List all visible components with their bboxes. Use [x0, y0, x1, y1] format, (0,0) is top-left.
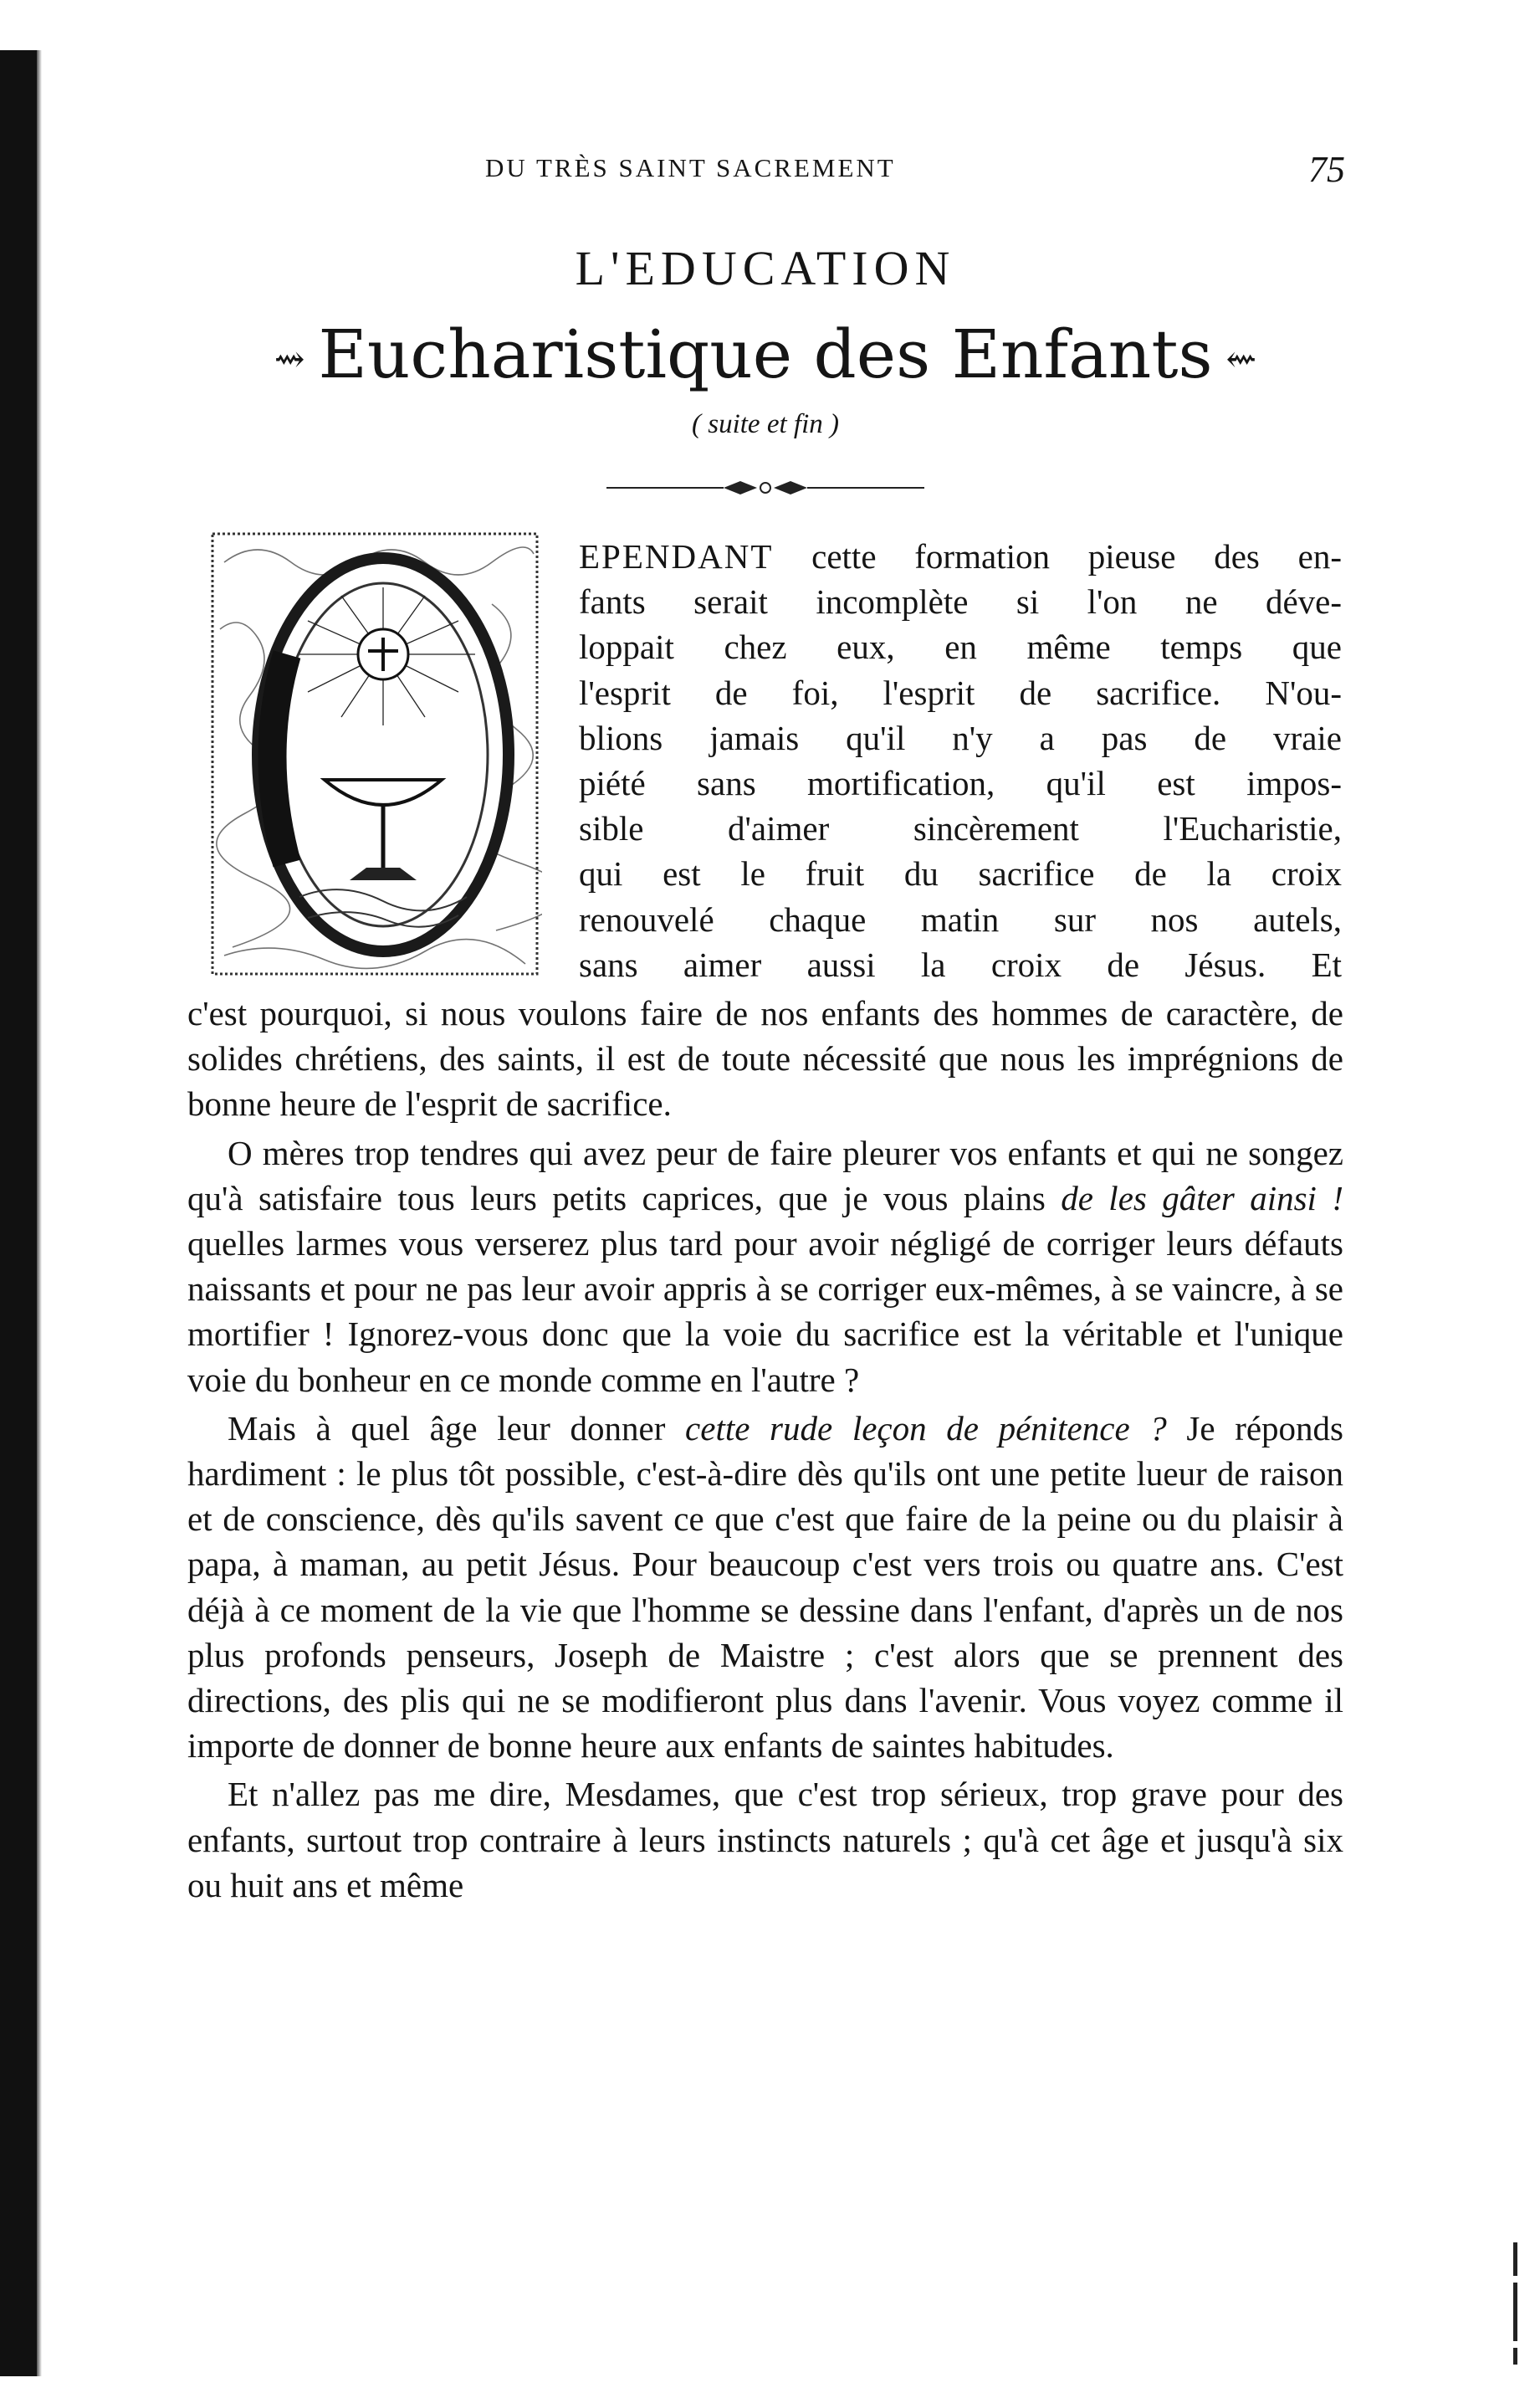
left-ornament: ⇝	[274, 338, 305, 381]
lead-line	[579, 534, 1342, 579]
paragraph-2	[187, 1130, 1343, 1402]
paragraph-2-text: O mères trop tendres qui avez peur de faire pleurer vos enfants et qui ne songez qu'à satisfaire tous leurs petits caprices, que je vous plains	[187, 1133, 1343, 1217]
lead-line: loppait chez eux, en même temps que	[579, 628, 1342, 667]
lead-paragraph-continuation: c'est pourquoi, si nous voulons faire de nos enfants des hommes de caractère, de solides chrétiens, des saints, il est de toute nécessité que nous les imprégnions de bonne heure de l'esprit de sacrifice.	[187, 994, 1343, 1124]
chapter-subtitle	[187, 317, 1343, 397]
page-number: 75	[1308, 149, 1345, 190]
lead-line: sible d'aimer sincèrement l'Eucharistie,	[579, 809, 1342, 848]
paragraph-2-text-end: quelles larmes vous verserez plus tard pour avoir négligé de corriger leurs défauts naissants et pour ne pas leur avoir appris à se corriger eux-mêmes, à se vaincre, à se mortifier ! Ignorez-vous donc que la voie du sacrifice est la véritable et l'unique voie du bonheur en ce monde comme en l'autre ?	[187, 1224, 1343, 1399]
paragraph-3-text: Mais à quel âge leur donner	[228, 1408, 686, 1448]
paragraph-3	[187, 1406, 1343, 1769]
lead-line: blions jamais qu'il n'y a pas de vraie	[579, 718, 1342, 757]
lead-line: renouvelé chaque matin sur nos autels,	[579, 899, 1342, 939]
body-text	[187, 991, 1343, 1908]
binding-edge	[0, 50, 37, 2376]
illuminated-letter-c-icon	[207, 529, 542, 979]
lead-line: fants serait incomplète si l'on ne déve-	[579, 582, 1342, 622]
running-head	[187, 146, 1343, 197]
lead-line: piété sans mortification, qu'il est impos-	[579, 764, 1342, 803]
paragraph-2-emphasis: de les gâter ainsi !	[1061, 1178, 1343, 1217]
book-page	[187, 146, 1343, 1911]
running-head-title: DU TRÈS SAINT SACREMENT	[485, 153, 896, 182]
chapter-subtitle-text: Eucharistique des Enfants	[318, 315, 1213, 393]
lead-first-word: EPENDANT	[579, 537, 774, 576]
right-ornament: ⇜	[1225, 338, 1257, 381]
paragraph-4: Et n'allez pas me dire, Mesdames, que c'est trop sérieux, trop grave pour des enfants, surtout trop contraire à leurs instincts naturels ; qu'à cet âge et jusqu'à six ou huit ans et même	[187, 1775, 1343, 1904]
chapter-title: L'EDUCATION	[575, 241, 956, 295]
lead-line: sans aimer aussi la croix de Jésus. Et	[579, 945, 1342, 984]
lead-line: l'esprit de foi, l'esprit de sacrifice. N'ou-	[579, 673, 1342, 712]
lead-paragraph	[187, 529, 1343, 991]
chapter-note: ( suite et fin )	[692, 409, 839, 439]
paragraph-3-text-end: Je réponds hardiment : le plus tôt possible, c'est-à-dire dès qu'ils ont une petite lueur de raison et de conscience, dès qu'ils savent ce que c'est que faire de la peine ou du plaisir à papa, à maman, au petit Jésus. Pour beaucoup c'est vers trois ou quatre ans. C'est déjà à ce moment de la vie que l'homme se dessine dans l'enfant, d'après un de nos plus profonds penseurs, Joseph de Maistre ; c'est alors que se prennent des directions, des plis qui ne se modifieront plus dans l'avenir. Vous voyez comme il importe de donner de bonne heure aux enfants de saintes habitudes.	[187, 1408, 1343, 1765]
lead-paragraph-lines	[579, 534, 1342, 987]
paragraph-3-emphasis: cette rude leçon de pénitence ?	[685, 1408, 1167, 1448]
lead-line: qui est le fruit du sacrifice de la croix	[579, 854, 1342, 894]
lead-line-text: cette formation pieuse des en-	[811, 537, 1342, 576]
margin-marks	[1513, 2242, 1518, 2376]
ornamental-divider	[606, 477, 924, 499]
